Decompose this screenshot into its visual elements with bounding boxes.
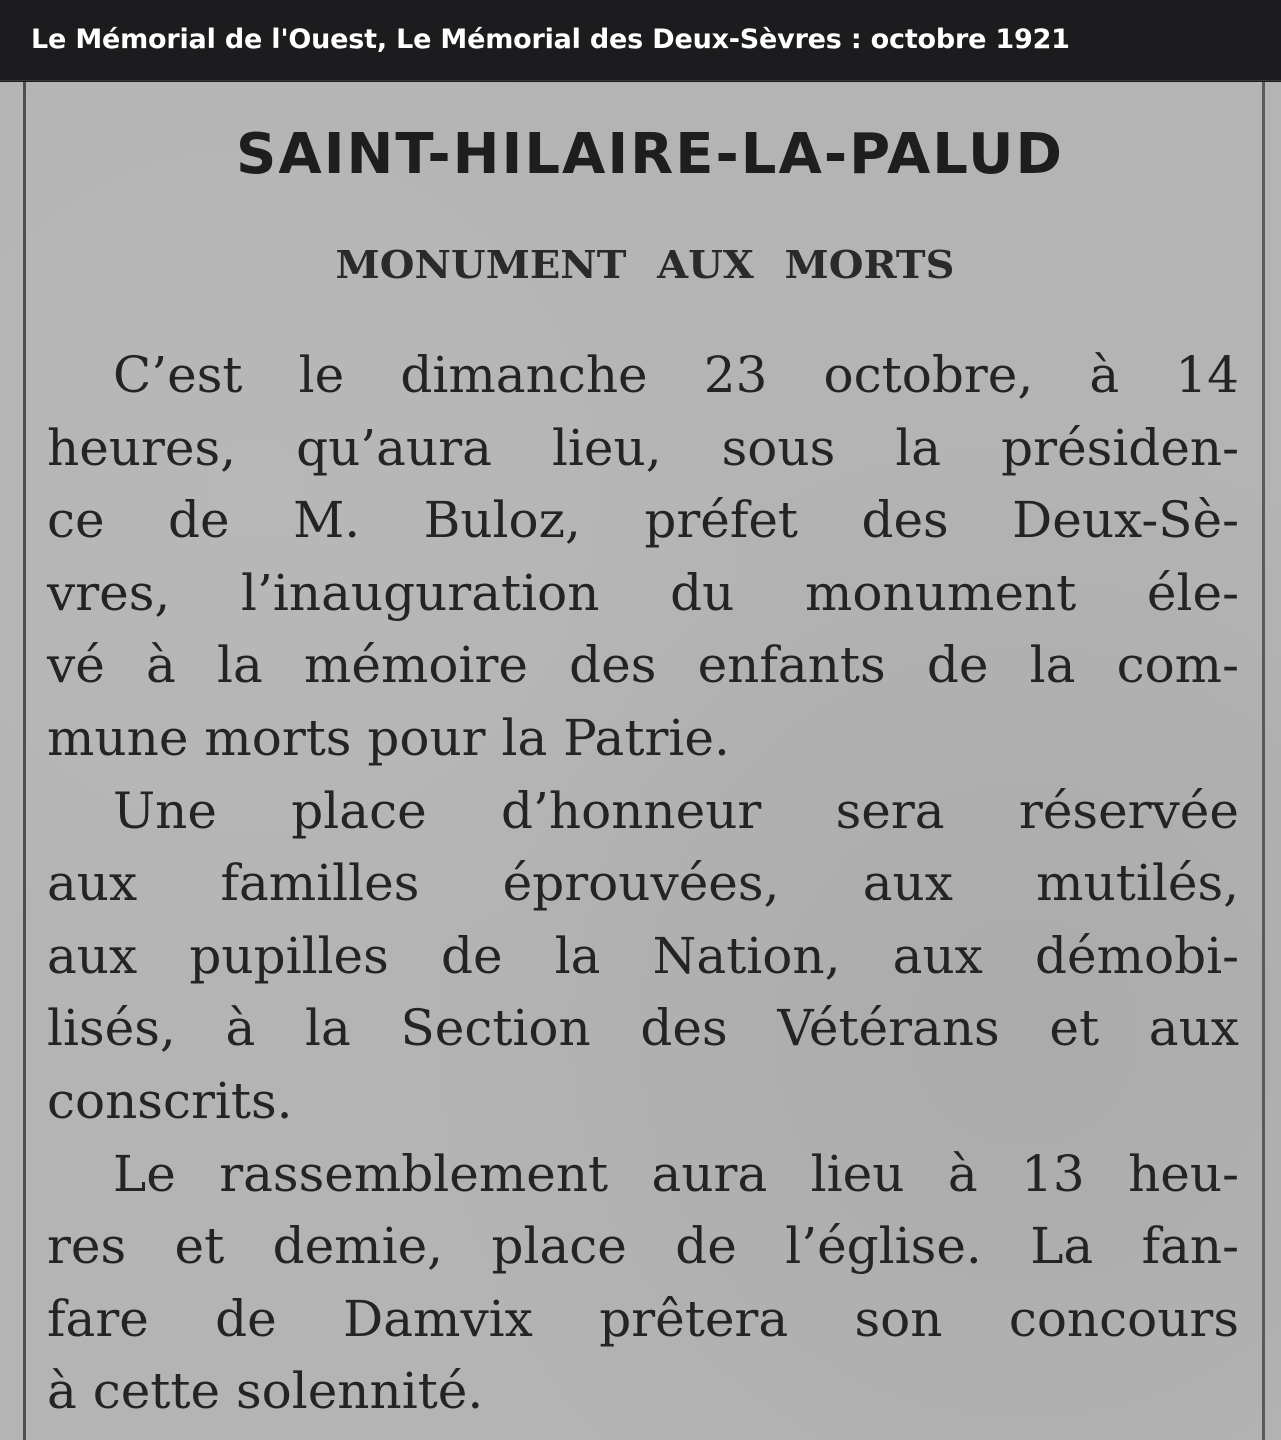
- text-line: conscrits.: [47, 1071, 293, 1130]
- article-body: [47, 339, 1239, 1428]
- text-line: C’est le dimanche 23 octobre, à 14: [113, 346, 1239, 404]
- newspaper-scan: [0, 82, 1281, 1440]
- article-headline: SAINT-HILAIRE-LA-PALUD: [236, 122, 1064, 187]
- text-line: res et demie, place de l’église. La fan-: [47, 1217, 1239, 1276]
- title-bar: [0, 0, 1281, 81]
- text-line: heures, qu’aura lieu, sous la présiden-: [47, 418, 1239, 477]
- text-line: aux pupilles de la Nation, aux démobi-: [47, 926, 1239, 985]
- text-line: à cette solennité.: [47, 1362, 484, 1421]
- text-line: ce de M. Buloz, préfet des Deux-Sè-: [47, 491, 1239, 550]
- article-subheadline: MONUMENT AUX MORTS: [335, 242, 955, 287]
- text-line: fare de Damvix prêtera son concours: [47, 1289, 1239, 1348]
- window-title: Le Mémorial de l'Ouest, Le Mémorial des Deux-Sèvres : octobre 1921: [31, 24, 1070, 55]
- text-line: mune morts pour la Patrie.: [47, 708, 730, 767]
- text-line: vres, l’inauguration du monument éle-: [47, 563, 1239, 622]
- text-line: aux familles éprouvées, aux mutilés,: [47, 854, 1239, 913]
- text-line: Le rassemblement aura lieu à 13 heu-: [113, 1144, 1239, 1203]
- text-line: Une place d’honneur sera réservée: [113, 781, 1239, 840]
- text-line: vé à la mémoire des enfants de la com-: [47, 636, 1239, 695]
- text-line: lisés, à la Section des Vétérans et aux: [47, 999, 1239, 1058]
